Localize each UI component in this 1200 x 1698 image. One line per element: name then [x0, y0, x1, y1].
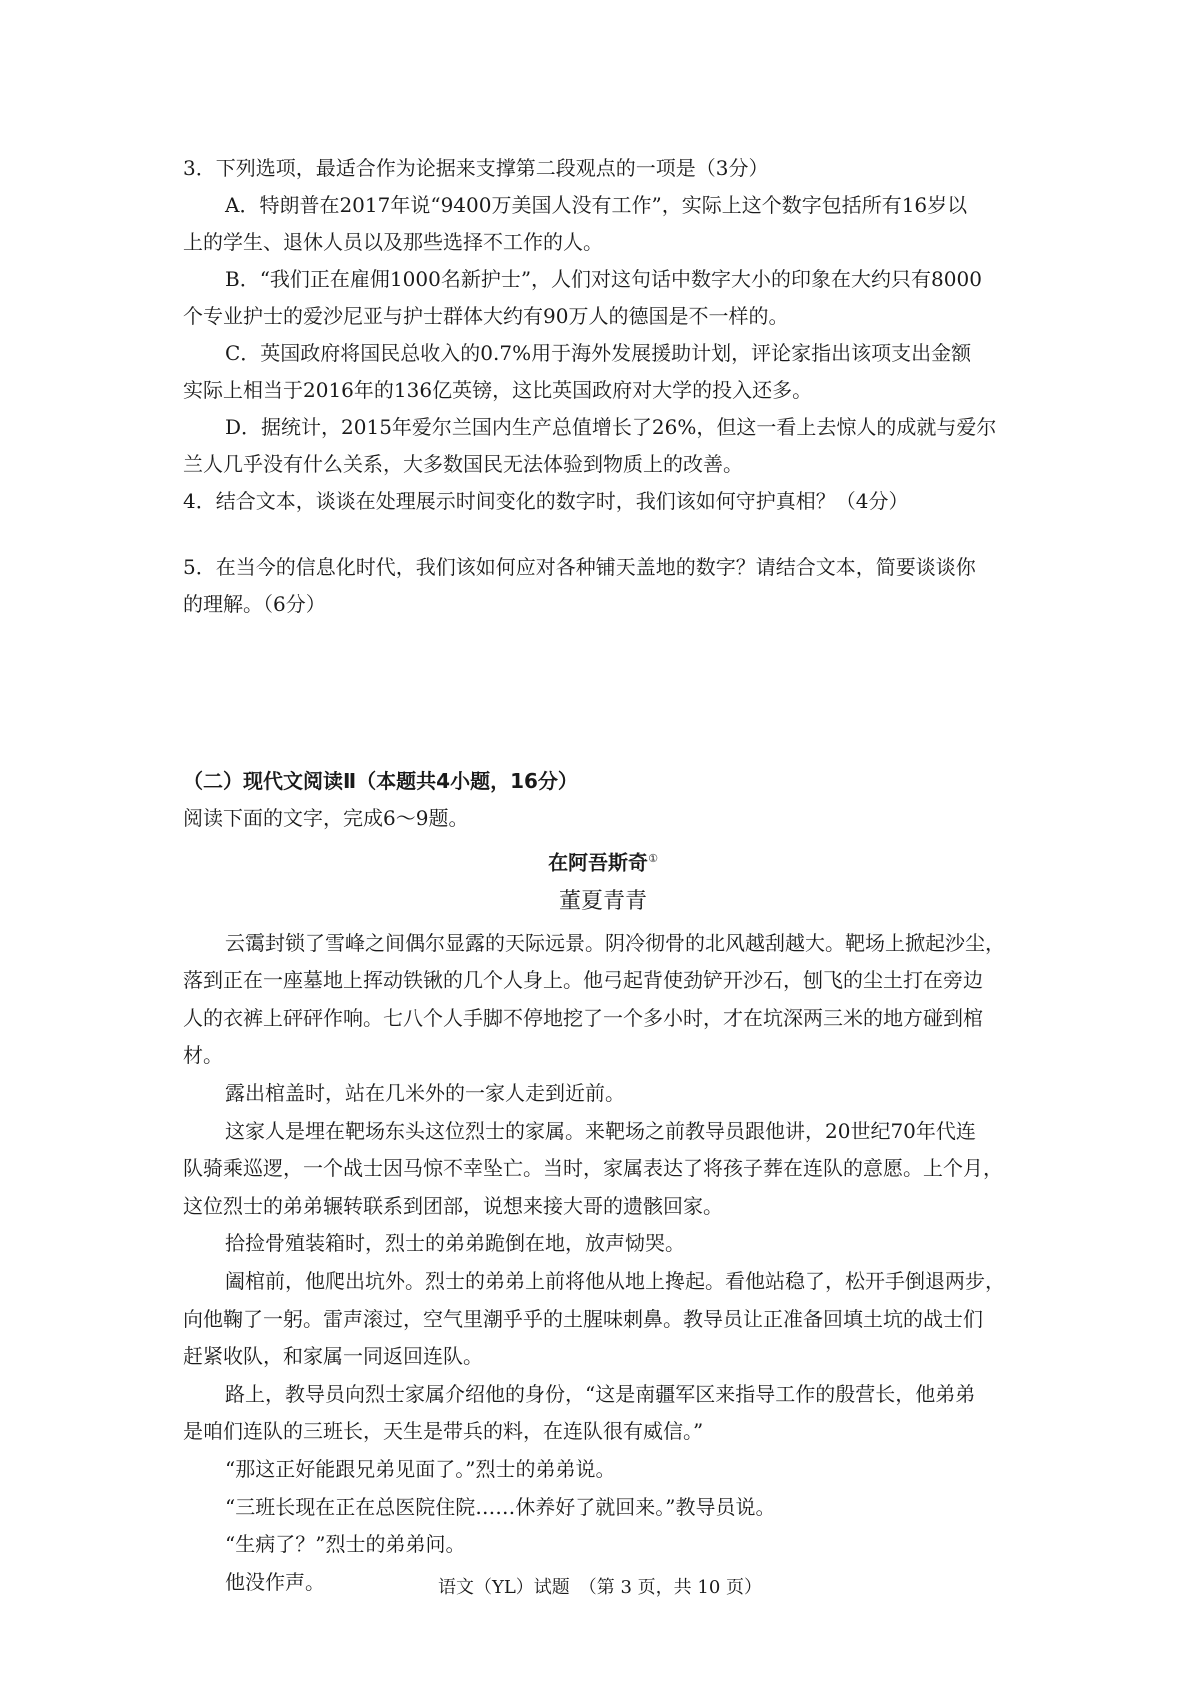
story-line: 阖棺前，他爬出坑外。烈士的弟弟上前将他从地上搀起。看他站稳了，松开手倒退两步， [225, 1269, 1005, 1293]
story-title-text: 在阿吾斯奇 [548, 850, 649, 875]
story-line: 他没作声。 [225, 1569, 325, 1594]
question-3-stem: 3．下列选项，最适合作为论据来支撑第二段观点的一项是（3分） [183, 156, 769, 180]
section-heading: （二）现代文阅读Ⅱ（本题共4小题，16分） [183, 769, 578, 793]
story-line: 赶紧收队，和家属一同返回连队。 [183, 1344, 483, 1369]
question-5-line-1: 5．在当今的信息化时代，我们该如何应对各种铺天盖地的数字？请结合文本，简要谈谈你 [183, 555, 976, 579]
question-4: 4．结合文本，谈谈在处理展示时间变化的数字时，我们该如何守护真相？（4分） [183, 489, 909, 513]
story-line: “生病了？”烈士的弟弟问。 [225, 1532, 466, 1557]
story-line: 落到正在一座墓地上挥动铁锹的几个人身上。他弓起背使劲铲开沙石，刨飞的尘土打在旁边 [183, 968, 983, 993]
section-instruction: 阅读下面的文字，完成6～9题。 [183, 806, 469, 830]
question-3-option-a-line-1: A．特朗普在2017年说“9400万美国人没有工作”，实际上这个数字包括所有16岁以 [225, 193, 968, 217]
story-title [183, 839, 1023, 883]
story-line: 露出棺盖时，站在几米外的一家人走到近前。 [225, 1081, 625, 1106]
story-line: 人的衣裤上砰砰作响。七八个人手脚不停地挖了一个多小时，才在坑深两三米的地方碰到棺 [183, 1005, 983, 1030]
question-5-line-2: 的理解。（6分） [183, 592, 326, 616]
exam-page [183, 150, 1023, 1601]
story-line: 云霭封锁了雪峰之间偶尔显露的天际远景。阴冷彻骨的北风越刮越大。靶场上掀起沙尘， [225, 930, 1005, 955]
question-3-option-d-line-2: 兰人几乎没有什么关系，大多数国民无法体验到物质上的改善。 [183, 452, 743, 476]
story-author: 董夏青青 [558, 888, 647, 914]
question-3-option-c-line-1: C．英国政府将国民总收入的0.7%用于海外发展援助计划，评论家指出该项支出金额 [225, 341, 972, 365]
page-footer: 语文（YL）试题 （第 3 页，共 10 页） [437, 1577, 763, 1598]
question-3-option-c-line-2: 实际上相当于2016年的136亿英镑，这比英国政府对大学的投入还多。 [183, 378, 813, 402]
story-line: “三班长现在正在总医院住院……休养好了就回来。”教导员说。 [225, 1494, 776, 1519]
story-line: 拾捡骨殖装箱时，烈士的弟弟跪倒在地，放声恸哭。 [225, 1231, 685, 1256]
story-line: 这位烈士的弟弟辗转联系到团部，说想来接大哥的遗骸回家。 [183, 1193, 723, 1218]
story-line: “那这正好能跟兄弟见面了。”烈士的弟弟说。 [225, 1456, 616, 1481]
story-line: 材。 [183, 1043, 223, 1068]
story-line: 队骑乘巡逻，一个战士因马惊不幸坠亡。当时，家属表达了将孩子葬在连队的意愿。上个月， [183, 1156, 1003, 1181]
story-line: 这家人是埋在靶场东头这位烈士的家属。来靶场之前教导员跟他讲，20世纪70年代连 [225, 1118, 976, 1143]
footnote-marker: ① [648, 852, 658, 865]
story-body [183, 925, 1023, 1602]
question-3-option-b-line-1: B．“我们正在雇佣1000名新护士”，人们对这句话中数字大小的印象在大约只有8000 [225, 267, 982, 291]
question-3-option-d-line-1: D．据统计，2015年爱尔兰国内生产总值增长了26%，但这一看上去惊人的成就与爱尔 [225, 415, 997, 439]
question-3-option-a-line-2: 上的学生、退休人员以及那些选择不工作的人。 [183, 230, 603, 254]
story-line: 向他鞠了一躬。雷声滚过，空气里潮乎乎的土腥味刺鼻。教导员让正准备回填土坑的战士们 [183, 1306, 983, 1331]
question-3-option-b-line-2: 个专业护士的爱沙尼亚与护士群体大约有90万人的德国是不一样的。 [183, 304, 789, 328]
story-line: 是咱们连队的三班长，天生是带兵的料，在连队很有威信。” [183, 1419, 704, 1444]
story-line: 路上，教导员向烈士家属介绍他的身份，“这是南疆军区来指导工作的殷营长，他弟弟 [225, 1381, 976, 1406]
